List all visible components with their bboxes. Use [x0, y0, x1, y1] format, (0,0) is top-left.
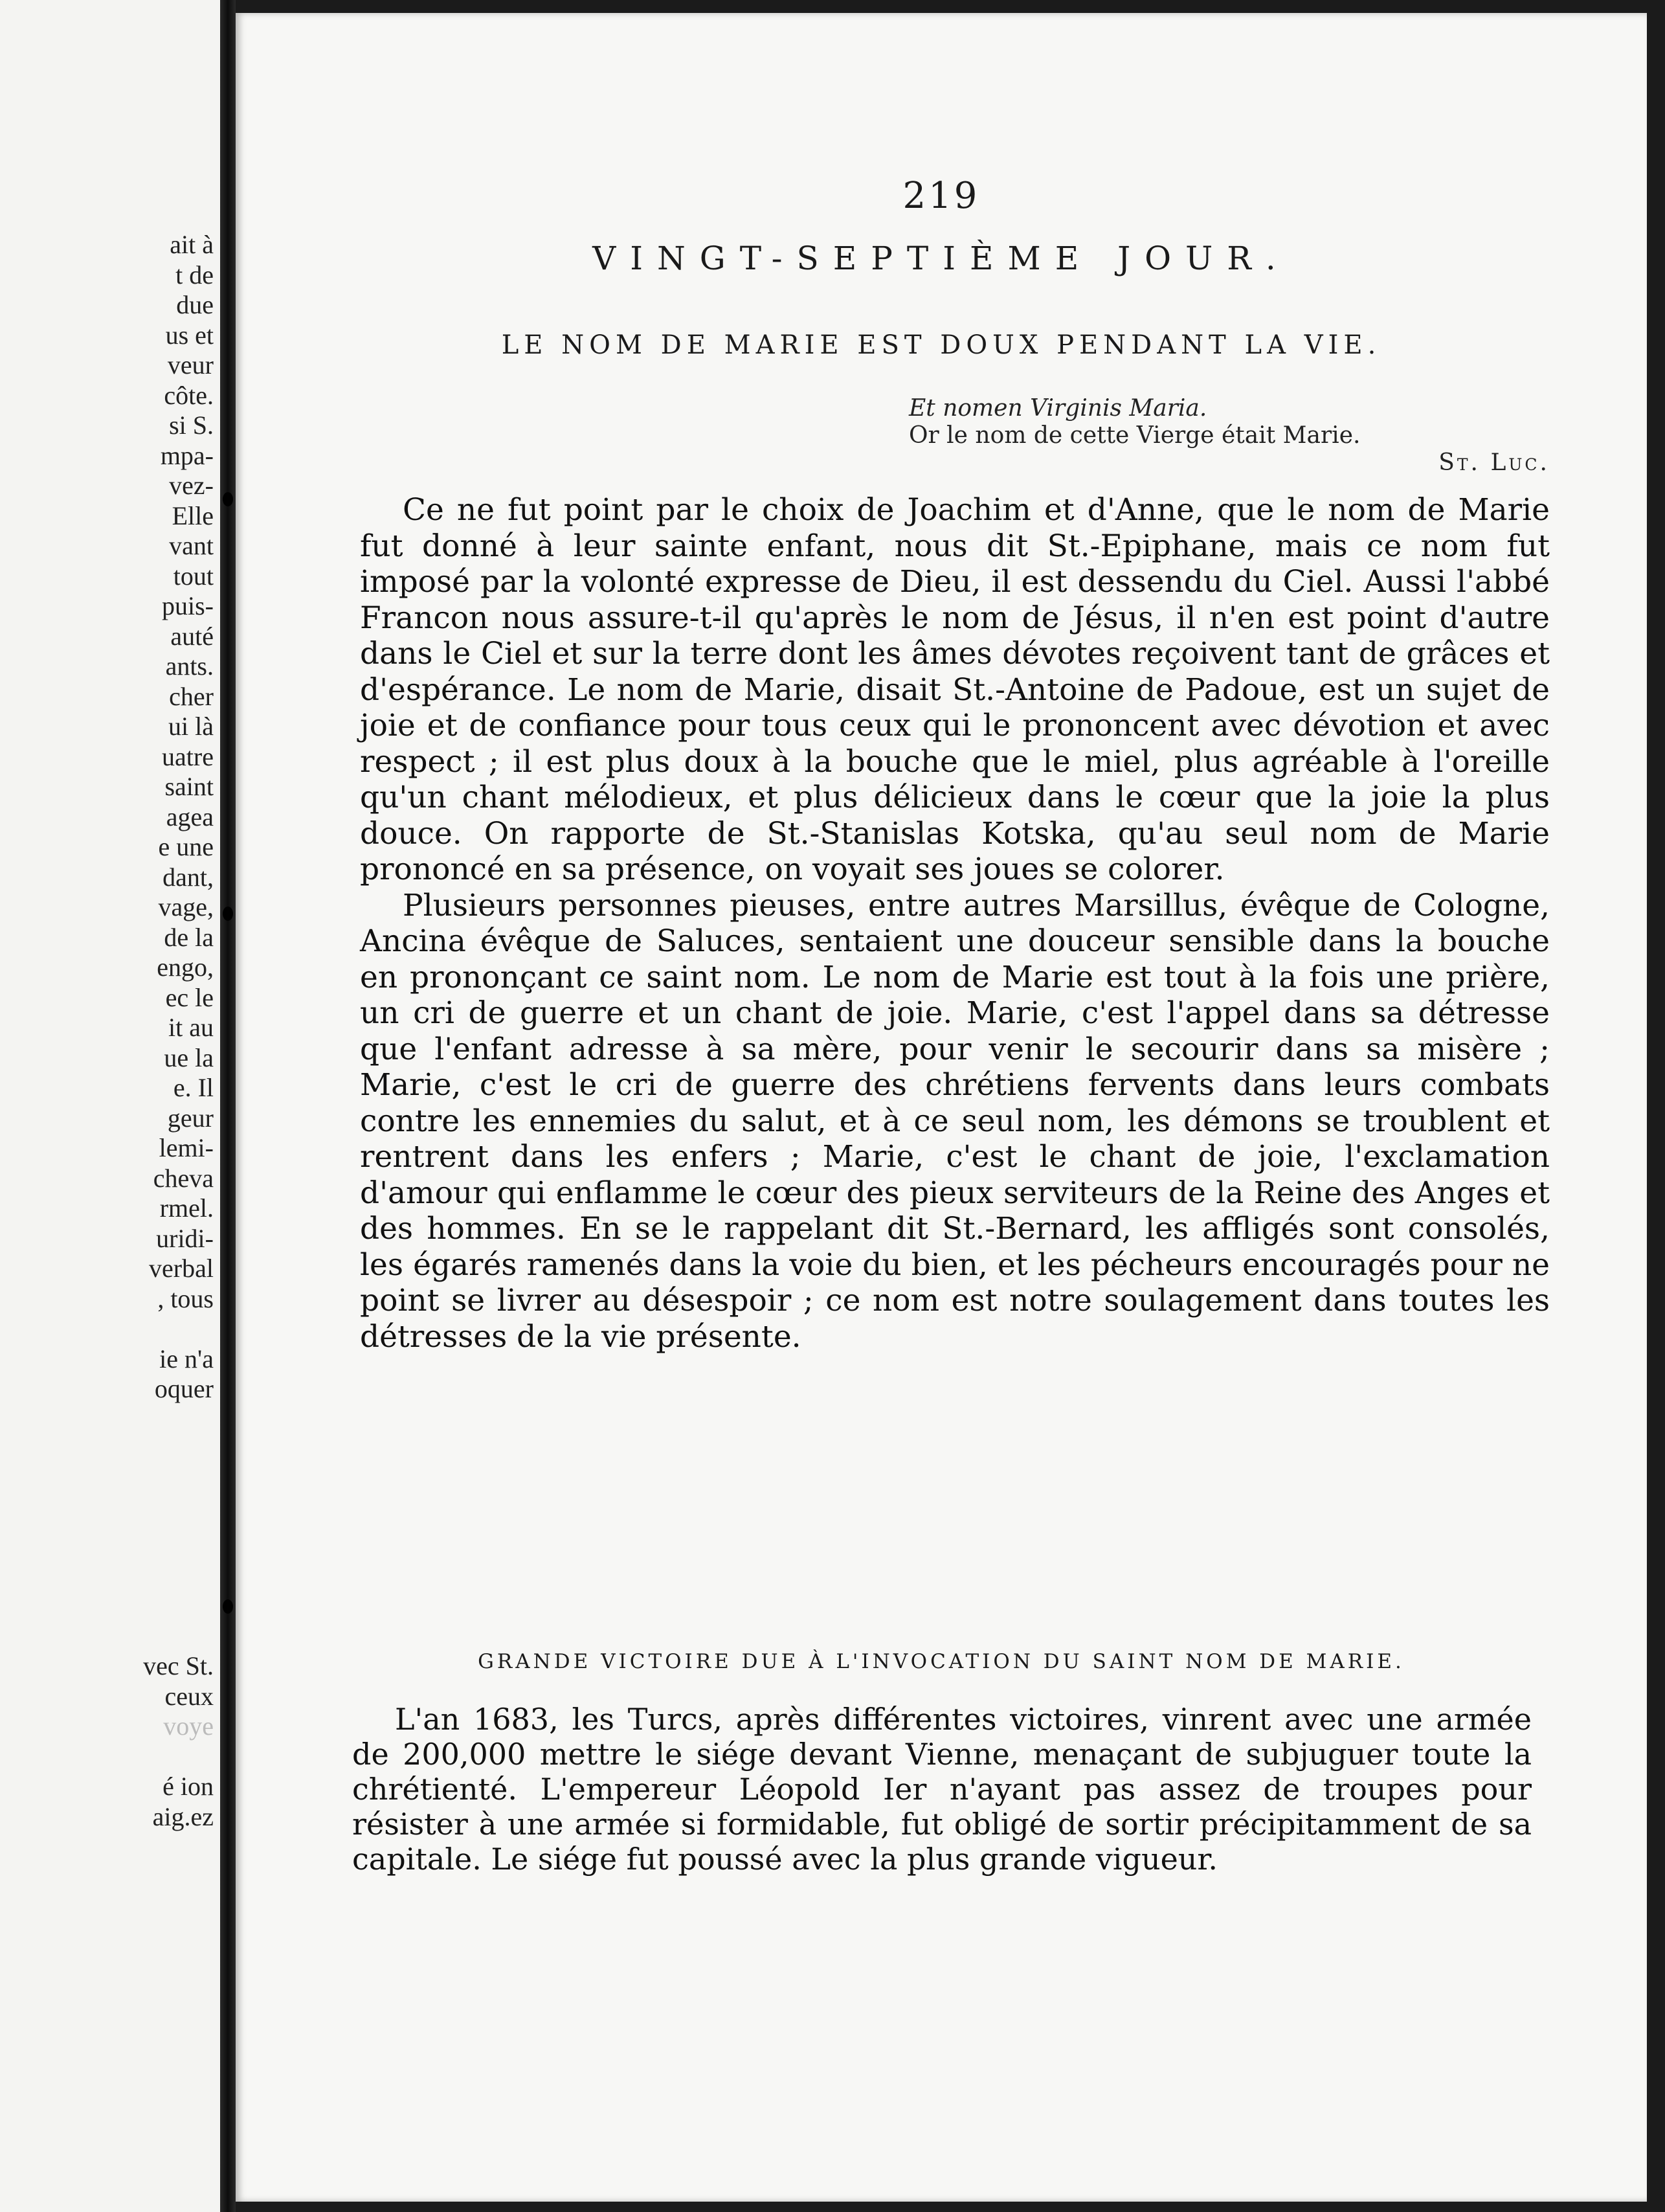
epigraph — [909, 395, 1550, 477]
left-page-line: ie n'a — [159, 1344, 214, 1373]
book-page — [236, 13, 1647, 2202]
main-text — [360, 492, 1550, 1355]
left-page-line: vec St. — [143, 1651, 214, 1680]
left-page-line: ait à — [170, 230, 214, 259]
left-page-line: uatre — [162, 741, 214, 771]
left-page-line: voye — [163, 1711, 214, 1741]
left-page-line: , tous — [157, 1283, 214, 1313]
left-page-line: ui là — [168, 712, 214, 741]
left-page-line: veur — [167, 350, 214, 379]
left-page-line: it au — [168, 1013, 214, 1042]
epigraph-latin: Et nomen Virginis Maria. — [909, 395, 1207, 422]
left-page-line: tout — [173, 561, 214, 591]
binding-hole-mark — [223, 492, 233, 506]
left-page-line: vant — [169, 531, 214, 560]
left-page-line: ue la — [164, 1043, 214, 1072]
left-page-line: dant, — [162, 862, 214, 892]
left-page-line: rmel. — [159, 1193, 214, 1223]
epigraph-french: Or le nom de cette Vierge était Marie. — [909, 422, 1361, 449]
left-page-line: geur — [167, 1103, 214, 1133]
left-page-line: aig.ez — [152, 1801, 214, 1831]
left-page-line: saint — [164, 772, 214, 801]
left-page-line: agea — [166, 802, 214, 831]
paragraph: Ce ne fut point par le choix de Joachim et d'Anne, que le nom de Marie fut donné à leur sainte enfant, nous dit St.-Epiphane, mais ce nom fut imposé par la volonté expresse de Dieu, il est dessendu du Ciel. Aussi l'abbé Francon nous assure-t-il qu'après le nom de Jésus, il n'en est point d'autre dans le Ciel et sur la terre dont les âmes dévotes reçoivent tant de grâces et d'espérance. Le nom de Marie, disait St.-Antoine de Padoue, est un sujet de joie et de confiance pour tous ceux qui le prononcent avec dévotion et avec respect ; il est plus doux à la bouche que le miel, plus agréable à l'oreille qu'un chant mélodieux, et plus délicieux dans le cœur que la joie la plus douce. On rapporte de St.-Stanislas Kotska, qu'au seul nom de Marie prononcé en sa présence, on voyait ses joues se colorer. — [360, 492, 1550, 887]
left-page-line: de la — [164, 922, 214, 952]
section-subheading: GRANDE VICTOIRE DUE À L'INVOCATION DU SAINT NOM DE MARIE. — [478, 1650, 1405, 1673]
left-page-line: vage, — [158, 892, 214, 921]
left-page-line: engo, — [157, 953, 214, 982]
left-page-line: uridi- — [156, 1223, 214, 1253]
left-page-line: é ion — [162, 1772, 214, 1801]
left-page-line: due — [176, 290, 214, 319]
day-title: VINGT-SEPTIÈME JOUR. — [592, 240, 1290, 277]
left-page-line: auté — [170, 621, 214, 651]
chapter-heading: LE NOM DE MARIE EST DOUX PENDANT LA VIE. — [501, 330, 1381, 360]
left-page-line: ec le — [165, 982, 214, 1012]
epigraph-attribution: St. Luc. — [1438, 449, 1550, 476]
left-page-line: oquer — [154, 1374, 214, 1403]
left-page-line: e. Il — [173, 1073, 214, 1102]
section-text — [352, 1702, 1532, 1877]
left-page-fragment — [0, 0, 220, 2212]
left-page-line: mpa- — [160, 440, 214, 470]
book-gutter — [220, 0, 236, 2212]
left-page-line: si S. — [169, 411, 214, 440]
right-page-edge — [1647, 0, 1665, 2212]
paragraph: L'an 1683, les Turcs, après différentes victoires, vinrent avec une armée de 200,000 mettre le siége devant Vienne, menaçant de subjuguer toute la chrétienté. L'empereur Léopold Ier n'ayant pas assez de troupes pour résister à une armée si formidable, fut obligé de sortir précipitamment de sa capitale. Le siége fut poussé avec la plus grande vigueur. — [352, 1702, 1532, 1877]
left-page-line: t de — [175, 260, 214, 289]
left-page-line: ceux — [164, 1681, 214, 1711]
left-page-line: cher — [169, 681, 214, 711]
left-page-line: vez- — [169, 471, 214, 500]
binding-hole-mark — [223, 907, 233, 921]
left-page-line: e une — [158, 832, 214, 861]
left-page-line: côte. — [164, 380, 214, 410]
left-page-line: Elle — [172, 501, 214, 530]
paragraph: Plusieurs personnes pieuses, entre autres Marsillus, évêque de Cologne, Ancina évêque de Saluces, sentaient une douceur sensible dans la bouche en prononçant ce saint nom. Le nom de Marie est tout à la fois une prière, un cri de guerre et un chant de joie. Marie, c'est l'appel dans sa détresse que l'enfant adresse à sa mère, pour venir le secourir dans sa misère ; Marie, c'est le cri de guerre des chrétiens fervents dans leurs combats contre les ennemies du salut, et à ce seul nom, les démons se troublent et rentrent dans les enfers ; Marie, c'est le chant de joie, l'exclamation d'amour qui enflamme le cœur des pieux serviteurs de la Reine des Anges et des hommes. En se le rappelant dit St.-Bernard, les affligés sont consolés, les égarés ramenés dans la voie du bien, et les pécheurs encouragés pour ne point se livrer au désespoir ; ce nom est notre soulagement dans toutes les détresses de la vie présente. — [360, 887, 1550, 1355]
left-page-line: lemi- — [159, 1133, 214, 1162]
left-page-line — [0, 1742, 214, 1772]
left-page-line: verbal — [149, 1254, 214, 1283]
left-page-line: us et — [165, 320, 214, 350]
page-number: 219 — [902, 175, 980, 217]
left-page-lines-top — [0, 230, 214, 1405]
left-page-line: ants. — [165, 651, 214, 681]
binding-hole-mark — [223, 1599, 233, 1614]
left-page-line — [0, 1314, 214, 1344]
left-page-line: puis- — [162, 591, 214, 620]
left-page-lines-bottom — [0, 1651, 214, 1832]
left-page-line: cheva — [153, 1163, 214, 1193]
